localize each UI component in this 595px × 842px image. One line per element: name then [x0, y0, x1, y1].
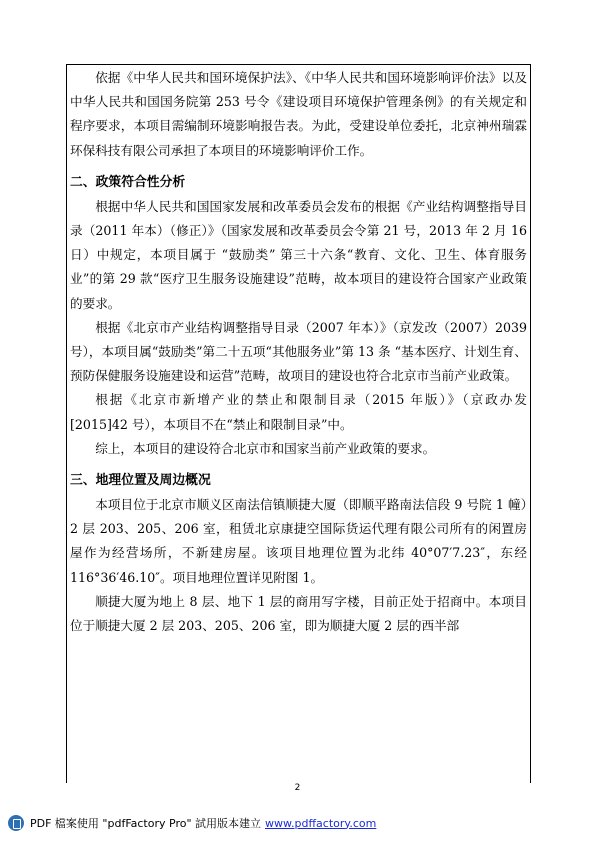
location-paragraph-1: 本项目位于北京市顺义区南法信镇顺捷大厦（即顺平路南法信段 9 号院 1 幢）2 层 203、205、206 室，租赁北京康捷空国际货运代理有限公司所有的闲置房屋作为经营场所，不新建房屋。该项目地理位置为北纬 40°07′7.23″，东经 116°36′46.10″。项目地理位置详见附图 1。 — [70, 497, 527, 585]
section-heading-policy: 二、政策符合性分析 — [70, 174, 186, 190]
policy-paragraph-3: 根据《北京市新增产业的禁止和限制目录（2015 年版）》（京政办发[2015]42 号），本项目不在“禁止和限制目录”中。 — [70, 392, 527, 432]
footer-text: PDF 檔案使用 "pdfFactory Pro" 試用版本建立 — [30, 817, 262, 830]
document-body — [70, 66, 527, 638]
pdffactory-logo-icon — [8, 815, 24, 831]
policy-paragraph-2: 根据《北京市产业结构调整指导目录（2007 年本）》（京发改（2007）2039 号），本项目属“鼓励类”第二十五项“其他服务业”第 13 条 “基本医疗、计划生育、预防保健服务设施建设和运营”范畴，故项目的建设也符合北京市当前产业政策。 — [70, 319, 527, 384]
intro-paragraph: 依据《中华人民共和国环境保护法》、《中华人民共和国环境影响评价法》以及中华人民共和国国务院第 253 号令《建设项目环境保护管理条例》的有关规定和程序要求，本项目需编制环境影响报告表。为此，受建设单位委托，北京神州瑞霖环保科技有限公司承担了本项目的环境影响评价工作。 — [70, 70, 527, 158]
footer-link[interactable]: www.pdffactory.com — [265, 816, 377, 830]
section-heading-location: 三、地理位置及周边概况 — [70, 473, 211, 489]
policy-paragraph-4: 综上，本项目的建设符合北京市和国家当前产业政策的要求。 — [95, 440, 436, 456]
location-paragraph-2: 顺捷大厦为地上 8 层、地下 1 层的商用写字楼，目前正处于招商中。本项目位于顺捷大厦 2 层 203、205、206 室，即为顺捷大厦 2 层的西半部 — [70, 593, 527, 634]
pdf-footer — [8, 815, 376, 831]
page-number: 2 — [294, 783, 301, 793]
policy-paragraph-1: 根据中华人民共和国国家发展和改革委员会发布的根据《产业结构调整指导目录（2011 年本）（修正）》（国家发展和改革委员会令第 21 号，2013 年 2 月 16 日）中规定，本项目属于 “鼓励类” 第三十六条“教育、文化、卫生、体育服务业”的第 29 款“医疗卫生服务设施建设”范畴，故本项目的建设符合国家产业政策的要求。 — [70, 198, 527, 311]
